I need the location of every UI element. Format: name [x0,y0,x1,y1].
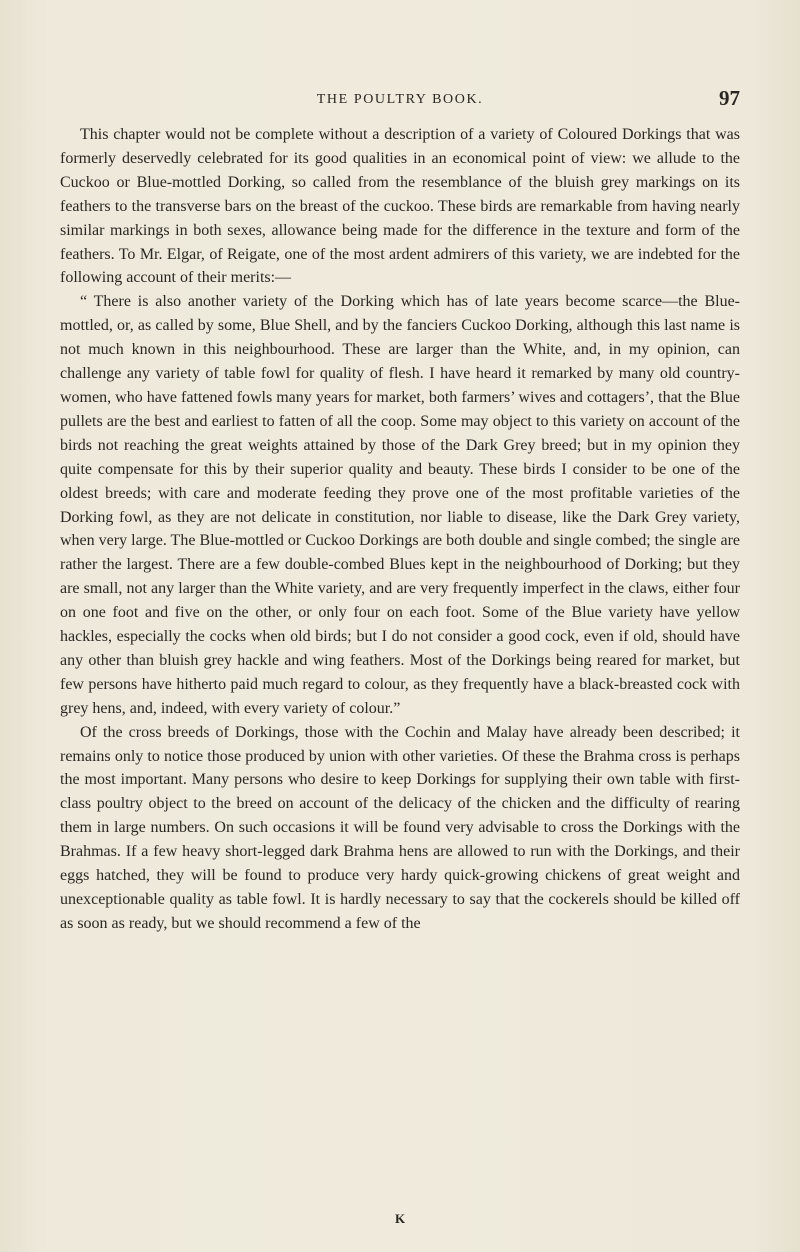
running-head: THE POULTRY BOOK. [316,92,484,107]
body-text [60,123,740,936]
paragraph: This chapter would not be complete without a description of a variety of Coloured Dorkings that was formerly deservedly celebrated for its good qualities in an economical point of view: we allude to the Cuckoo or Blue-mottled Dorking, so called from the resemblance of the bluish grey markings on its feathers to the transverse bars on the breast of the cuckoo. These birds are remarkable from having nearly similar markings in both sexes, allowance being made for the difference in the texture and form of the feathers. To Mr. Elgar, of Reigate, one of the most ardent admirers of this variety, we are indebted for the following account of their merits:— [60,126,740,287]
page-number: 97 [719,86,740,110]
signature-mark: K [394,1211,406,1226]
page-header [60,86,740,110]
paragraph: Of the cross breeds of Dorkings, those with the Cochin and Malay have already been described; it remains only to notice those produced by union with other varieties. Of these the Brahma cross is perhaps the most important. Many persons who desire to keep Dorkings for supplying their own table with first-class poultry object to the breed on account of the delicacy of the chicken and the difficulty of rearing them in large numbers. On such occasions it will be found very advisable to cross the Dorkings with the Brahmas. If a few heavy short-legged dark Brahma hens are allowed to run with the Dorkings, and their eggs hatched, they will be found to produce very hardy quick-growing chickens of great weight and unexceptionable quality as table fowl. It is hardly necessary to say that the cockerels should be killed off as soon as ready, but we should recommend a few of the [60,723,740,932]
paragraph: “ There is also another variety of the Dorking which has of late years become scarce—the Blue-mottled, or, as called by some, Blue Shell, and by the fanciers Cuckoo Dorking, although this last name is not much known in this neighbourhood. These are larger than the White, and, in my opinion, can challenge any variety of table fowl for quality of flesh. I have heard it remarked by many old country-women, who have fattened fowls many years for market, both farmers’ wives and cottagers’, that the Blue pullets are the best and earliest to fatten of all the coop. Some may object to this variety on account of the birds not reaching the great weights attained by those of the Dark Grey breed; but in my opinion they quite compensate for this by their superior quality and beauty. These birds I consider to be one of the oldest breeds; with care and moderate feeding they prove one of the most profitable varieties of the Dorking fowl, as they are not delicate in constitution, nor liable to disease, like the Dark Grey variety, when very large. The Blue-mottled or Cuckoo Dorkings are both double and single combed; the single are rather the largest. There are a few double-combed Blues kept in the neighbourhood of Dorking; but they are small, not any larger than the White variety, and are very frequently imperfect in the claws, either four on one foot and five on the other, or only four on each foot. Some of the Blue variety have yellow hackles, especially the cocks when old birds; but I do not consider a good cock, even if old, should have any other than bluish grey hackle and wing feathers. Most of the Dorkings being reared for market, but few persons have hitherto paid much regard to colour, as they frequently have a black-breasted cock with grey hens, and, indeed, with every variety of colour.” [60,293,740,717]
